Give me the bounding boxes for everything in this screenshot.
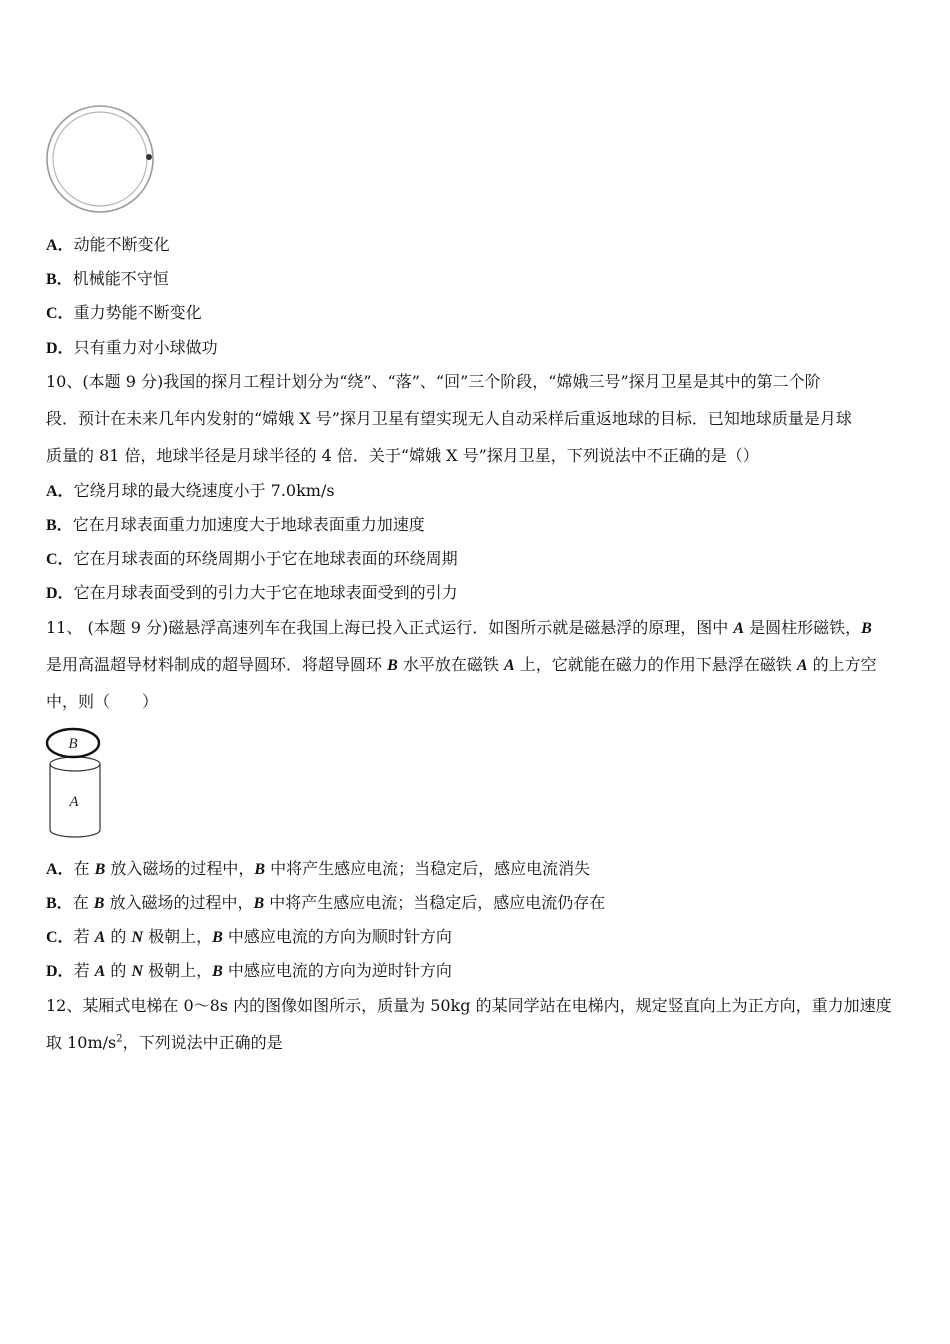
q10-option-a: A．它绕月球的最大绕速度小于 7.0km/s	[46, 481, 335, 500]
q10-stem-line-3: 质量的 81 倍，地球半径是月球半径的 4 倍．关于“嫦娥 X 号”探月卫星，下列说法中不正确的是（）	[46, 446, 759, 465]
maglev-diagram	[44, 726, 106, 844]
q10-stem-line-1: 10、(本题 9 分)我国的探月工程计划分为“绕”、“落”、“回”三个阶段，“嫦娥三号”探月卫星是其中的第二个阶	[46, 372, 821, 391]
q9-option-d: D．只有重力对小球做功	[46, 338, 218, 357]
q11-stem-line-1: 11、 (本题 9 分)磁悬浮高速列车在我国上海已投入正式运行．如图所示就是磁悬浮的原理，图中 A 是圆柱形磁铁，B	[46, 618, 872, 637]
q11-option-c: C．若 A 的 N 极朝上，B 中感应电流的方向为顺时针方向	[46, 927, 452, 946]
q9-option-a: A．动能不断变化	[46, 235, 170, 254]
q11-stem-line-3: 中，则（ ）	[46, 692, 159, 711]
q9-option-b: B．机械能不守恒	[46, 269, 169, 288]
q10-option-c: C．它在月球表面的环绕周期小于它在地球表面的环绕周期	[46, 549, 458, 568]
ring-label: B	[68, 736, 78, 752]
q9-option-c: C．重力势能不断变化	[46, 303, 202, 322]
q11-option-d: D．若 A 的 N 极朝上，B 中感应电流的方向为逆时针方向	[46, 961, 452, 980]
q11-option-a: A．在 B 放入磁场的过程中，B 中将产生感应电流；当稳定后，感应电流消失	[46, 859, 591, 878]
q12-stem-line-2: 取 $10m/s^2$，下列说法中正确的是	[46, 1033, 283, 1052]
q10-stem-line-2: 段．预计在未来几年内发射的“嫦娥 X 号”探月卫星有望实现无人自动采样后重返地球的目标．已知地球质量是月球	[46, 409, 852, 428]
ring-track-with-ball-icon	[44, 103, 156, 215]
q12-stem-line-1: 12、某厢式电梯在 0～8s 内的图像如图所示，质量为 50kg 的某同学站在电梯内，规定竖直向上为正方向，重力加速度	[46, 996, 892, 1015]
q10-option-d: D．它在月球表面受到的引力大于它在地球表面受到的引力	[46, 583, 458, 602]
q10-option-b: B．它在月球表面重力加速度大于地球表面重力加速度	[46, 515, 425, 534]
magnet-label: A	[69, 794, 79, 810]
q11-stem-line-2: 是用高温超导材料制成的超导圆环．将超导圆环 B 水平放在磁铁 A 上，它就能在磁力的作用下悬浮在磁铁 A 的上方空	[46, 655, 877, 674]
q11-option-b: B．在 B 放入磁场的过程中，B 中将产生感应电流；当稳定后，感应电流仍存在	[46, 893, 606, 912]
